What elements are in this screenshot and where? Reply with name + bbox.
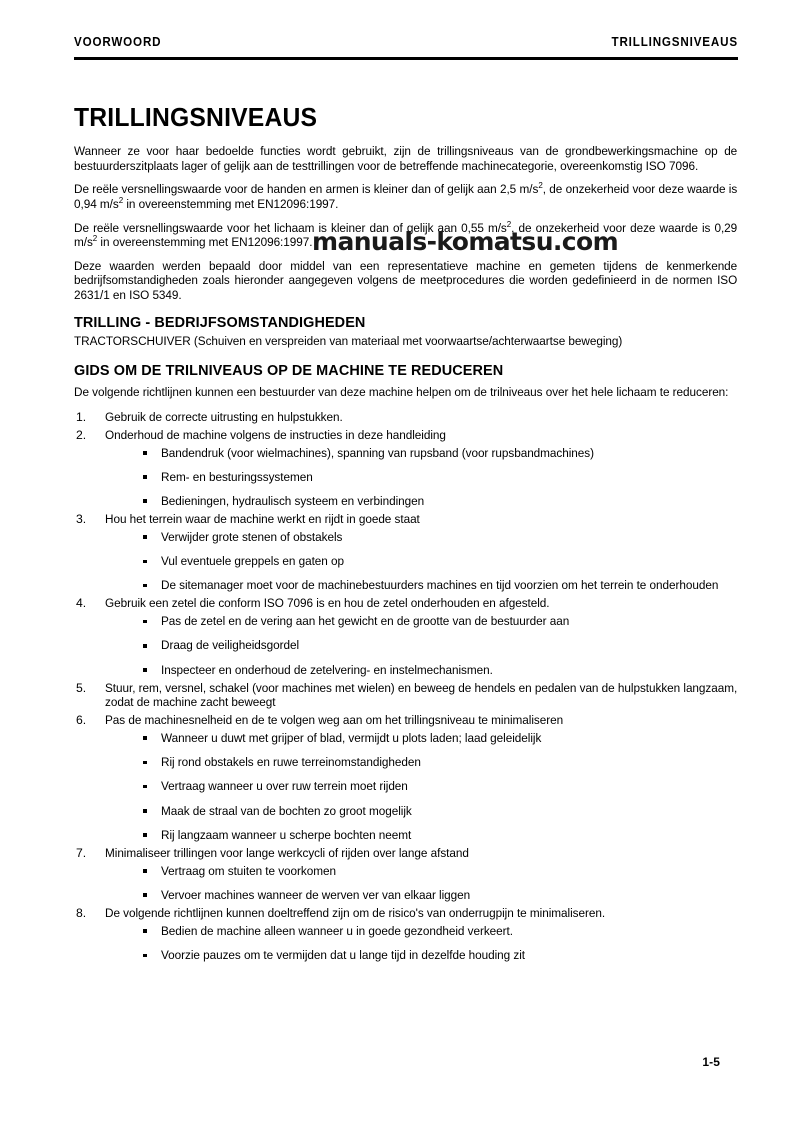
- list-item: [74, 846, 738, 903]
- list-item-number: 2.: [76, 427, 87, 442]
- list-item: [105, 804, 738, 819]
- paragraph-whole-body-vibration: [74, 218, 738, 250]
- list-item-text: Vervoer machines wanneer de werven ver van elkaar liggen: [161, 887, 471, 902]
- document-content: [74, 104, 738, 966]
- square-bullet-icon: [143, 893, 147, 897]
- list-item: [105, 494, 738, 509]
- list-item: [105, 731, 738, 746]
- list-item: [105, 638, 738, 653]
- square-bullet-icon: [143, 785, 147, 789]
- paragraph-hand-arm-vibration: [74, 182, 737, 211]
- whole-body-superscript-1: 2: [506, 218, 512, 229]
- whole-body-text-1: De reële versnellingswaarde voor het lichaam is kleiner dan of gelijk aan 0,55 m/s: [74, 220, 507, 235]
- square-bullet-icon: [143, 620, 147, 624]
- list-item-text: Inspecteer en onderhoud de zetelvering- en instelmechanismen.: [161, 662, 493, 677]
- caption-machine-type: TRACTORSCHUIVER (Schuiven en verspreiden van materiaal met voorwaartse/achterwaartse beweging): [74, 334, 623, 349]
- sub-bullet-list: [105, 614, 738, 677]
- square-bullet-icon: [143, 668, 147, 672]
- list-item: [105, 948, 738, 963]
- paragraph-measurement-method: Deze waarden werden bepaald door middel van een representatieve machine en gemeten tijdens de kenmerkende bedrijfsomstandigheden zoals hieronder aangegeven volgens de meetprocedures die worden gedefinieerd in de normen ISO 2631/1 en ISO 5349.: [74, 258, 738, 303]
- list-item: [105, 614, 738, 629]
- list-item-text: De volgende richtlijnen kunnen doeltreffend zijn om de risico's van onderrugpijn te minimaliseren.: [105, 905, 606, 920]
- list-item-text: Rij rond obstakels en ruwe terreinomstandigheden: [161, 755, 421, 770]
- list-item: [105, 864, 738, 879]
- page-title: TRILLINGSNIVEAUS: [74, 102, 318, 132]
- sub-bullet-list: [105, 864, 738, 903]
- page-number: 1-5: [702, 1055, 720, 1069]
- list-item-number: 4.: [76, 596, 87, 611]
- square-bullet-icon: [143, 535, 147, 539]
- list-item-text: Vul eventuele greppels en gaten op: [161, 554, 344, 569]
- list-item-number: 7.: [76, 845, 87, 860]
- guidelines-list: [74, 410, 738, 963]
- list-item: [105, 924, 738, 939]
- sub-bullet-list: [105, 530, 738, 593]
- square-bullet-icon: [143, 584, 147, 588]
- header-divider: [74, 57, 738, 60]
- sub-bullet-list: [105, 731, 738, 842]
- sub-bullet-list: [105, 446, 738, 509]
- list-item-text: Verwijder grote stenen of obstakels: [161, 529, 343, 544]
- whole-body-text-3: in overeenstemming met EN12096:1997.: [97, 235, 313, 250]
- list-item-text: Vertraag om stuiten te voorkomen: [161, 863, 336, 878]
- list-item: [105, 446, 738, 461]
- list-item: [105, 530, 738, 545]
- list-item: [74, 410, 738, 425]
- list-item-text: Minimaliseer trillingen voor lange werkcycli of rijden over lange afstand: [105, 845, 469, 860]
- list-item-text: Bandendruk (voor wielmachines), spanning van rupsband (voor rupsbandmachines): [161, 445, 594, 460]
- header-right-title: TRILLINGSNIVEAUS: [611, 35, 738, 49]
- list-item: [74, 906, 738, 963]
- sub-bullet-list: [105, 924, 738, 963]
- square-bullet-icon: [143, 833, 147, 837]
- hand-arm-text-2: , de onzekerheid voor deze waarde is 0,94 m/s: [74, 182, 738, 212]
- list-item: [74, 596, 738, 677]
- list-item-text: Bedieningen, hydraulisch systeem en verbindingen: [161, 493, 425, 508]
- list-item: [105, 470, 738, 485]
- heading-reduction-guide: GIDS OM DE TRILNIVEAUS OP DE MACHINE TE REDUCEREN: [74, 361, 504, 379]
- list-item-number: 5.: [76, 680, 87, 695]
- list-item-text: Onderhoud de machine volgens de instructies in deze handleiding: [105, 427, 446, 442]
- list-item: [105, 554, 738, 569]
- square-bullet-icon: [143, 869, 147, 873]
- page-header: [74, 36, 738, 49]
- list-item-text: Gebruik een zetel die conform ISO 7096 is en hou de zetel onderhouden en afgesteld.: [105, 596, 550, 611]
- list-item-text: Hou het terrein waar de machine werkt en rijdt in goede staat: [105, 511, 420, 526]
- list-item: [74, 713, 738, 842]
- paragraph-guidelines-intro: De volgende richtlijnen kunnen een bestuurder van deze machine helpen om de trilniveaus over het hele lichaam te reduceren:: [74, 385, 729, 400]
- list-item-text: Wanneer u duwt met grijper of blad, vermijdt u plots laden; laad geleidelijk: [161, 730, 542, 745]
- list-item-number: 8.: [76, 905, 87, 920]
- list-item: [105, 755, 738, 770]
- hand-arm-superscript-2: 2: [118, 195, 124, 206]
- list-item-text: Gebruik de correcte uitrusting en hulpstukken.: [105, 409, 343, 424]
- list-item: [105, 888, 738, 903]
- hand-arm-text-1: De reële versnellingswaarde voor de handen en armen is kleiner dan of gelijk aan 2,5 m/s: [74, 182, 539, 197]
- list-item-text: Voorzie pauzes om te vermijden dat u lange tijd in dezelfde houding zit: [161, 948, 526, 962]
- whole-body-text-2: , de onzekerheid voor deze waarde is 0,29 m/s: [74, 220, 738, 250]
- square-bullet-icon: [143, 954, 147, 958]
- paragraph-intro: Wanneer ze voor haar bedoelde functies wordt gebruikt, zijn de trillingsniveaus van de grondbewerkingsmachine op de bestuurderszitplaats lager of gelijk aan de testtrillingen voor de betreffende machinecategorie, overeenkomstig ISO 7096.: [74, 144, 738, 173]
- list-item-text: Stuur, rem, versnel, schakel (voor machines met wielen) en beweeg de hendels en pedalen van de hulpstukken langzaam, zodat de machine zacht beweegt: [105, 680, 738, 710]
- square-bullet-icon: [143, 499, 147, 503]
- square-bullet-icon: [143, 929, 147, 933]
- square-bullet-icon: [143, 761, 147, 765]
- list-item: [105, 578, 738, 593]
- list-item-text: Vertraag wanneer u over ruw terrein moet rijden: [161, 779, 408, 794]
- list-item-text: Rem- en besturingssystemen: [161, 469, 313, 484]
- whole-body-superscript-2: 2: [92, 233, 98, 244]
- square-bullet-icon: [143, 644, 147, 648]
- list-item-text: Pas de zetel en de vering aan het gewicht en de grootte van de bestuurder aan: [161, 614, 570, 629]
- header-left-title: VOORWOORD: [74, 35, 162, 49]
- list-item: [105, 779, 738, 794]
- hand-arm-superscript-1: 2: [538, 180, 543, 191]
- list-item-text: Bedien de machine alleen wanneer u in goede gezondheid verkeert.: [161, 923, 513, 938]
- square-bullet-icon: [143, 736, 147, 740]
- square-bullet-icon: [143, 475, 147, 479]
- watermark-text: manuals-komatsu.com: [312, 227, 619, 256]
- heading-vibration-conditions: TRILLING - BEDRIJFSOMSTANDIGHEDEN: [74, 313, 366, 331]
- list-item-number: 3.: [76, 511, 87, 526]
- list-item-text: Pas de machinesnelheid en de te volgen weg aan om het trillingsniveau te minimaliseren: [105, 712, 564, 727]
- list-item-text: Maak de straal van de bochten zo groot mogelijk: [161, 803, 412, 818]
- hand-arm-text-3: in overeenstemming met EN12096:1997.: [123, 197, 339, 212]
- list-item: [74, 512, 738, 593]
- list-item-number: 6.: [76, 712, 87, 727]
- list-item: [74, 428, 738, 509]
- list-item: [105, 663, 738, 678]
- list-item-text: Draag de veiligheidsgordel: [161, 638, 300, 653]
- list-item: [105, 828, 738, 843]
- list-item-text: De sitemanager moet voor de machinebestuurders machines en tijd voorzien om het terrein te onderhouden: [161, 578, 719, 593]
- square-bullet-icon: [143, 451, 147, 455]
- square-bullet-icon: [143, 809, 147, 813]
- list-item-text: Rij langzaam wanneer u scherpe bochten neemt: [161, 827, 412, 842]
- square-bullet-icon: [143, 560, 147, 564]
- list-item-number: 1.: [76, 409, 87, 424]
- list-item: [74, 681, 738, 710]
